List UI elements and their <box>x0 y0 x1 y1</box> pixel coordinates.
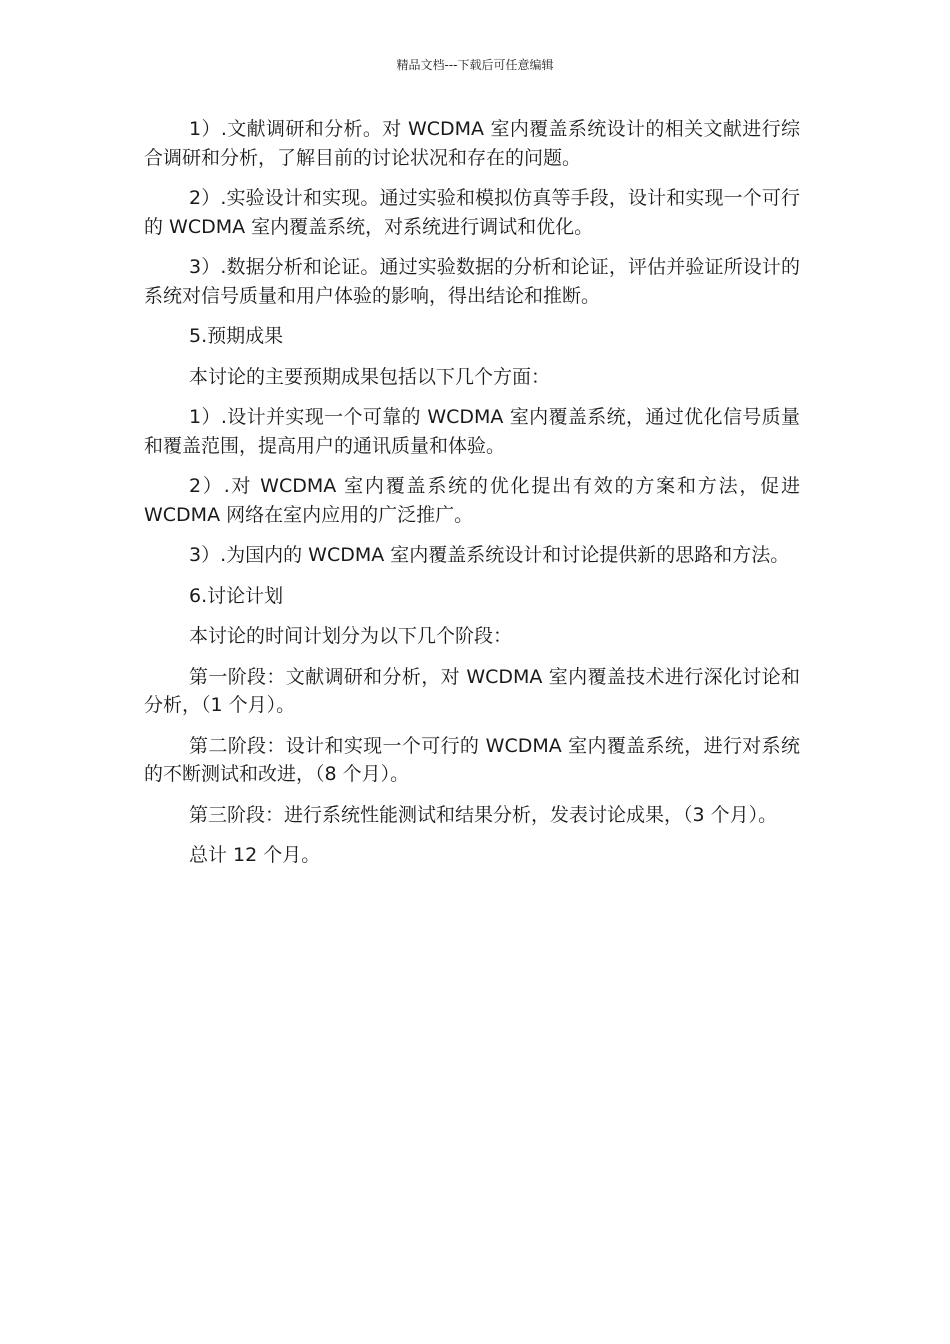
section-heading-research-plan: 6.讨论计划 <box>189 584 284 607</box>
paragraph-result-3: 3）.为国内的 WCDMA 室内覆盖系统设计和讨论提供新的思路和方法。 <box>189 544 790 566</box>
paragraph-plan-intro: 本讨论的时间计划分为以下几个阶段： <box>189 625 513 647</box>
paragraph-results-intro: 本讨论的主要预期成果包括以下几个方面： <box>189 365 551 388</box>
paragraph-stage-1: 第一阶段：文献调研和分析，对 WCDMA 室内覆盖技术进行深化讨论和分析，（1 个月）。 <box>144 665 800 716</box>
paragraph-method-1: 1）.文献调研和分析。对 WCDMA 室内覆盖系统设计的相关文献进行综合调研和分析，了解目前的讨论状况和存在的问题。 <box>144 118 800 169</box>
document-body <box>144 115 800 882</box>
paragraph-stage-3: 第三阶段：进行系统性能测试和结果分析，发表讨论成果，（3 个月）。 <box>189 803 778 826</box>
section-heading-expected-results: 5.预期成果 <box>189 325 284 347</box>
paragraph-method-3: 3）.数据分析和论证。通过实验数据的分析和论证，评估并验证所设计的系统对信号质量和用户体验的影响，得出结论和推断。 <box>144 256 800 307</box>
paragraph-result-2: 2）.对 WCDMA 室内覆盖系统的优化提出有效的方案和方法，促进 WCDMA 网络在室内应用的广泛推广。 <box>144 475 800 526</box>
paragraph-method-2: 2）.实验设计和实现。通过实验和模拟仿真等手段，设计和实现一个可行的 WCDMA 室内覆盖系统，对系统进行调试和优化。 <box>144 187 800 238</box>
paragraph-total: 总计 12 个月。 <box>189 844 321 866</box>
page-header: 精品文档---下载后可任意编辑 <box>396 58 554 72</box>
paragraph-stage-2: 第二阶段：设计和实现一个可行的 WCDMA 室内覆盖系统，进行对系统的不断测试和改进，（8 个月）。 <box>144 734 800 785</box>
paragraph-result-1: 1）.设计并实现一个可靠的 WCDMA 室内覆盖系统，通过优化信号质量和覆盖范围，提高用户的通讯质量和体验。 <box>144 406 800 457</box>
